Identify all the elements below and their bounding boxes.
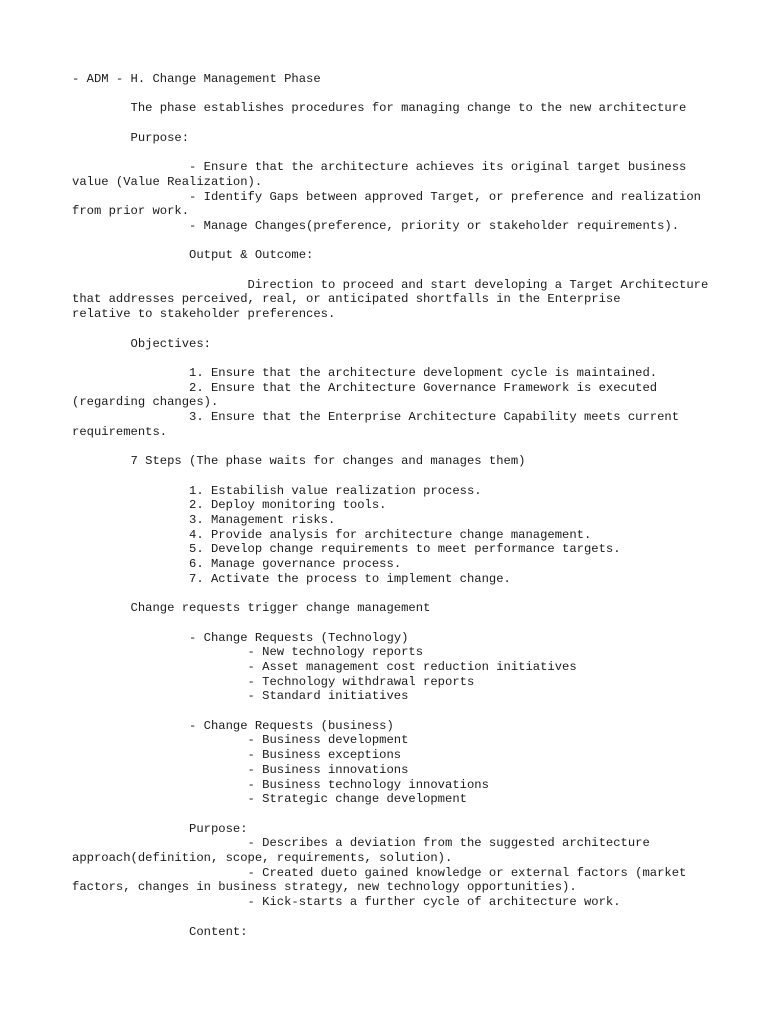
text-line: requirements. (72, 424, 168, 439)
text-line: Change requests trigger change management (72, 601, 431, 616)
text-line: Purpose: (72, 130, 190, 145)
text-line: - Business exceptions (72, 748, 402, 763)
text-line: - Identify Gaps between approved Target, or preference and realization (72, 189, 701, 204)
text-line: - Describes a deviation from the suggested architecture (72, 836, 650, 851)
text-line: 1. Estabilish value realization process. (72, 483, 482, 498)
text-line: 2. Deploy monitoring tools. (72, 498, 387, 513)
text-line: - Kick-starts a further cycle of architecture work. (72, 895, 621, 910)
text-line: from prior work. (72, 204, 190, 219)
text-line: - Strategic change development (72, 792, 467, 807)
text-line (72, 807, 712, 822)
text-line: 1. Ensure that the architecture development cycle is maintained. (72, 365, 658, 380)
text-line: Direction to proceed and start developing a Target Architecture (72, 277, 709, 292)
text-line: 3. Ensure that the Enterprise Architecture Capability meets current (72, 410, 680, 425)
text-line: - Manage Changes(preference, priority or stakeholder requirements). (72, 218, 680, 233)
text-line (72, 234, 712, 249)
text-line (72, 616, 712, 631)
text-line: - Created dueto gained knowledge or external factors (market (72, 865, 687, 880)
text-line: 7 Steps (The phase waits for changes and manages them) (72, 454, 526, 469)
text-line: 2. Ensure that the Architecture Governance Framework is executed (72, 380, 658, 395)
text-line: - New technology reports (72, 645, 424, 660)
text-line (72, 87, 712, 102)
text-line (72, 439, 712, 454)
text-line: approach(definition, scope, requirements, solution). (72, 851, 453, 866)
text-line (72, 322, 712, 337)
text-line: - Asset management cost reduction initiatives (72, 659, 577, 674)
text-line: 6. Manage governance process. (72, 557, 402, 572)
text-line: Content: (72, 924, 248, 939)
document-body (72, 72, 712, 939)
text-line (72, 145, 712, 160)
text-line: that addresses perceived, real, or anticipated shortfalls in the Enterprise (72, 292, 621, 307)
text-line: - Change Requests (Technology) (72, 630, 409, 645)
text-line: Objectives: (72, 336, 211, 351)
text-line: - Standard initiatives (72, 689, 409, 704)
text-line: - Business innovations (72, 762, 409, 777)
text-line: 3. Management risks. (72, 512, 336, 527)
text-line: relative to stakeholder preferences. (72, 307, 336, 322)
text-line (72, 469, 712, 484)
text-line: - Ensure that the architecture achieves its original target business (72, 160, 687, 175)
text-line: 5. Develop change requirements to meet performance targets. (72, 542, 621, 557)
text-line (72, 351, 712, 366)
text-line: - Technology withdrawal reports (72, 674, 475, 689)
text-line (72, 586, 712, 601)
text-line: value (Value Realization). (72, 174, 263, 189)
text-line: - Change Requests (business) (72, 718, 394, 733)
text-line (72, 910, 712, 925)
text-line (72, 116, 712, 131)
text-line: - Business technology innovations (72, 777, 489, 792)
text-line: 4. Provide analysis for architecture change management. (72, 527, 592, 542)
text-line (72, 263, 712, 278)
text-line: (regarding changes). (72, 395, 219, 410)
text-line: The phase establishes procedures for managing change to the new architecture (72, 101, 687, 116)
text-line: factors, changes in business strategy, new technology opportunities). (72, 880, 577, 895)
text-line: - ADM - H. Change Management Phase (72, 72, 321, 86)
text-line: - Business development (72, 733, 409, 748)
text-line (72, 704, 712, 719)
text-line: Purpose: (72, 821, 248, 836)
text-line: 7. Activate the process to implement change. (72, 571, 511, 586)
text-line: Output & Outcome: (72, 248, 314, 263)
